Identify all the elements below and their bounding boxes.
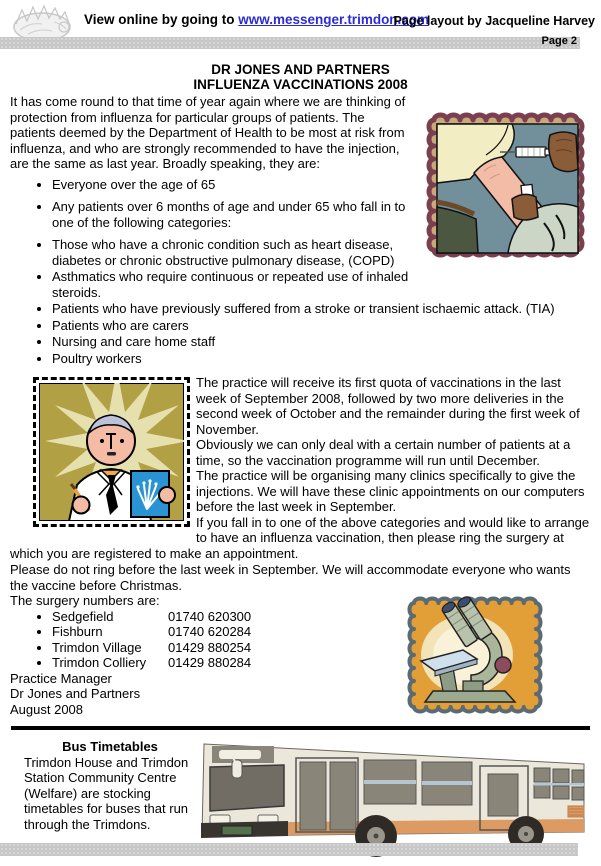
doctor-holding-xray-clipart <box>33 377 190 527</box>
article-title-line2: INFLUENZA VACCINATIONS 2008 <box>193 77 408 92</box>
surgery-phone: 01740 620300 <box>168 608 252 624</box>
surgery-intro: The surgery numbers are: <box>10 593 160 608</box>
signoff-line: Dr Jones and Partners <box>10 686 141 701</box>
page-number: Page 2 <box>541 35 577 47</box>
signoff-line: August 2008 <box>10 701 84 717</box>
list-item: • Poultry workers <box>52 351 591 367</box>
list-item: • Asthmatics who require continuous or repeated use of inhaled steroids. <box>52 269 591 300</box>
view-online-line <box>84 12 429 27</box>
article-title-line1: DR JONES AND PARTNERS <box>211 62 390 77</box>
list-item: • Patients who have previously suffered from a stroke or transient ischaemic attack. (TIA) <box>52 301 591 317</box>
intro-paragraph: It has come round to that time of year again where we are thinking of protection from influenza for particular groups of patients. The patients deemed by the Department of Health to be most at risk from influenza, and who are strongly recommended to have the injection, are the same as last year. Broadly speaking, they are: <box>10 94 406 171</box>
surgery-name: Sedgefield <box>52 608 114 624</box>
list-item: • Any patients over 6 months of age and under 65 who fall in to one of the following categories: <box>52 199 591 230</box>
signoff-line: Practice Manager <box>10 670 112 686</box>
article-title <box>10 62 591 92</box>
list-item: • Patients who are carers <box>52 318 591 334</box>
layout-credit: Page layout by Jacqueline Harvey <box>393 14 595 28</box>
surgery-name: Trimdon Colliery <box>52 655 147 670</box>
list-item: • Everyone over the age of 65 <box>52 177 591 193</box>
view-online-prefix: View online by going to <box>84 12 239 27</box>
surgery-phone: 01429 880254 <box>168 639 252 655</box>
article-body <box>0 62 601 866</box>
schedule-paragraph: The practice will be organising many clinics specifically to give the injections. We will have these clinic appointments on our computers before the last week in September. <box>196 468 585 514</box>
surgery-name: Fishburn <box>52 624 103 639</box>
list-item: • Nursing and care home staff <box>52 334 591 350</box>
note-paragraph: Please do not ring before the last week in September. We will accommodate everyone who wants the vaccine before Christmas. <box>10 562 571 593</box>
surgery-phone: 01429 880284 <box>168 655 252 670</box>
bus-section-body: Trimdon House and Trimdon Station Community Centre (Welfare) are stocking timetables for buses that run through the Trimdons. <box>24 754 189 832</box>
schedule-paragraph: If you fall in to one of the above categories and would like to arrange to have an influenza vaccination, then please ring the surgery at which you are registered to make an appointment. <box>10 514 590 561</box>
schedule-paragraph: Obviously we can only deal with a certain number of patients at a time, so the vaccination programme will run until December. <box>196 437 571 468</box>
surgery-name: Trimdon Village <box>52 639 142 655</box>
page-header <box>0 0 601 37</box>
surgery-phone: 01740 620284 <box>168 624 252 639</box>
schedule-paragraph: The practice will receive its first quota of vaccinations in the last week of September 2008, followed by two more deliveries in the second week of October and the remainder during the first week of November. <box>196 375 580 437</box>
list-item: • Those who have a chronic condition such as heart disease, diabetes or chronic obstructive pulmonary disease, (COPD) <box>52 237 591 268</box>
influenza-injection-clipart <box>424 111 591 266</box>
schedule-section <box>10 375 591 561</box>
bus-section-title: Bus Timetables <box>62 739 158 754</box>
section-divider <box>11 726 590 730</box>
messenger-link[interactable]: www.messenger.trimdon.com <box>238 12 430 27</box>
microscope-clipart <box>405 595 545 715</box>
header-divider-bar <box>0 37 580 49</box>
footer-bar <box>0 843 578 856</box>
